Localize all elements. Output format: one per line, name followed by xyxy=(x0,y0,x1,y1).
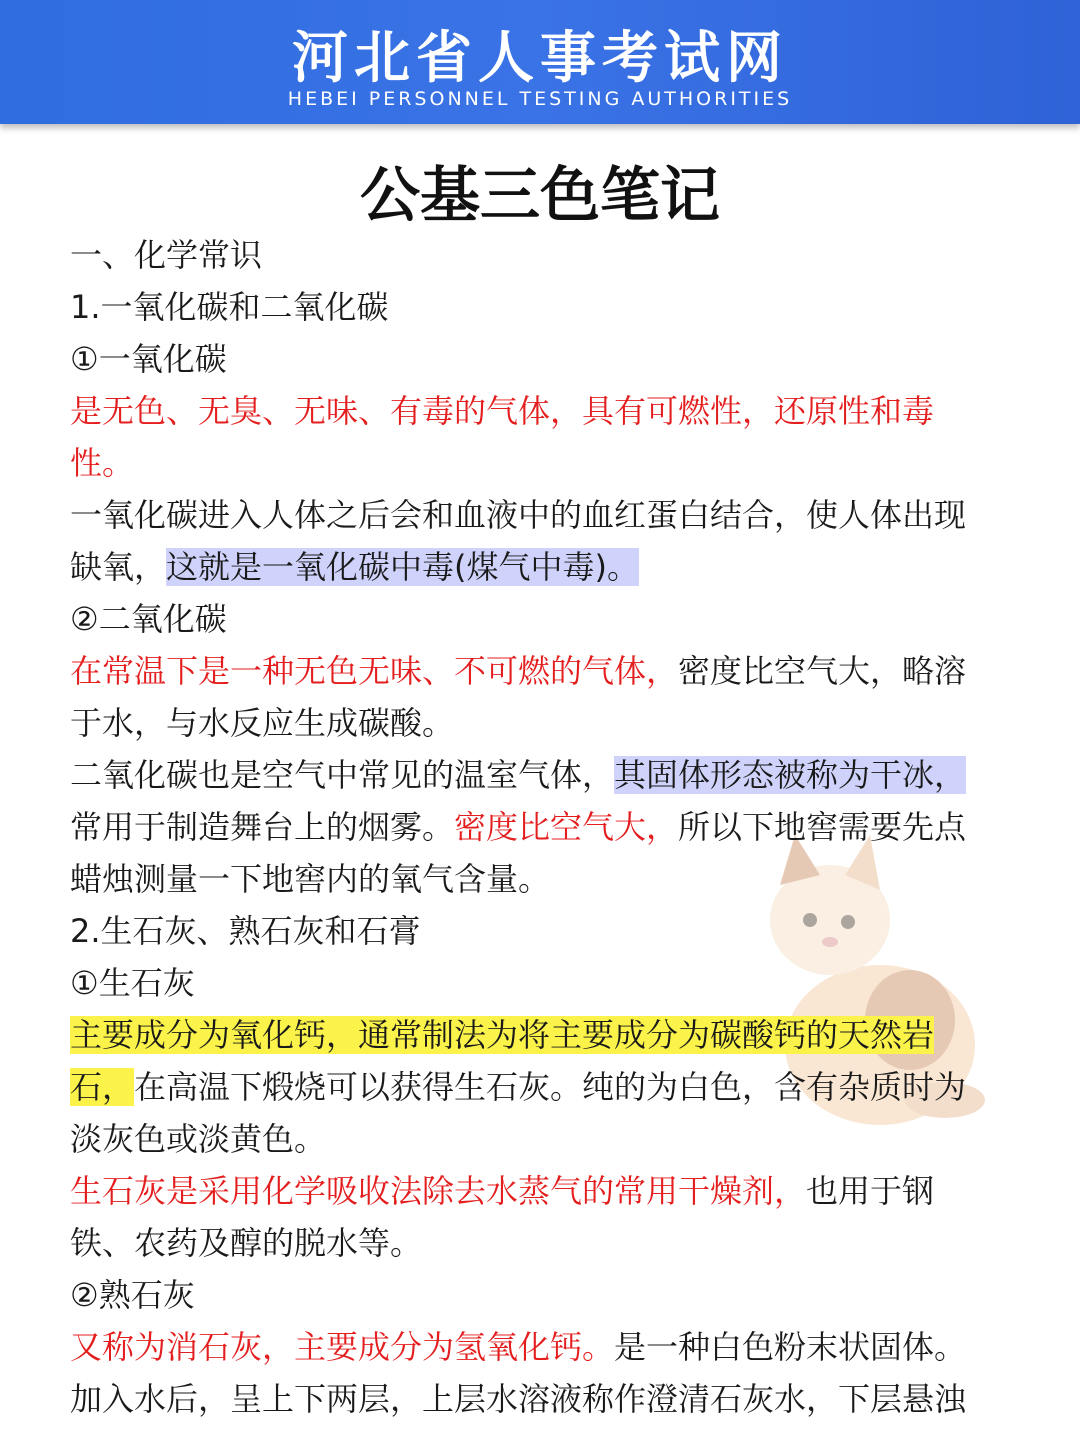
note-line xyxy=(70,1061,1050,1113)
page-title: 公基三色笔记 xyxy=(360,161,720,231)
note-line xyxy=(70,437,1050,489)
text-segment: ②二氧化碳 xyxy=(70,600,227,638)
text-segment: 在高温下煅烧可以获得生石灰。纯的为白色，含有杂质时为 xyxy=(134,1068,967,1106)
item-heading xyxy=(70,593,1050,645)
red-text-segment: 又称为消石灰，主要成分为氢氧化钙。 xyxy=(70,1328,615,1366)
red-text-segment: 是无色、无臭、无味、有毒的气体，具有可燃性，还原性和毒 xyxy=(70,392,935,430)
note-line xyxy=(70,385,1050,437)
site-banner xyxy=(0,0,1080,124)
text-segment: 于水，与水反应生成碳酸。 xyxy=(70,704,455,742)
note-line xyxy=(70,749,1050,801)
yellow-highlight-segment: 主要成分为氧化钙，通常制法为将主要成分为碳酸钙的天然岩 xyxy=(70,1016,935,1054)
text-segment: 所以下地窖需要先点 xyxy=(678,808,967,846)
note-line xyxy=(70,541,1050,593)
text-segment: 也用于钢 xyxy=(806,1172,935,1210)
subsection-heading xyxy=(70,281,1050,333)
item-heading xyxy=(70,1269,1050,1321)
note-line xyxy=(70,853,1050,905)
yellow-highlight-segment: 石， xyxy=(70,1068,135,1106)
text-segment: 密度比空气大，略溶 xyxy=(678,652,967,690)
note-line xyxy=(70,1321,1050,1373)
note-line xyxy=(70,1009,1050,1061)
banner-title: 河北省人事考试网 xyxy=(292,26,788,91)
red-text-segment: 密度比空气大， xyxy=(454,808,679,846)
red-text-segment: 在常温下是一种无色无味、不可燃的气体， xyxy=(70,652,679,690)
text-segment: 蜡烛测量一下地窖内的氧气含量。 xyxy=(70,860,551,898)
blue-highlight-segment: 这就是一氧化碳中毒(煤气中毒)。 xyxy=(166,548,639,586)
red-text-segment: 生石灰是采用化学吸收法除去水蒸气的常用干燥剂， xyxy=(70,1172,807,1210)
text-segment: 2.生石灰、熟石灰和石膏 xyxy=(70,912,421,950)
text-segment: ①一氧化碳 xyxy=(70,340,227,378)
section-heading xyxy=(70,229,1050,281)
note-line xyxy=(70,1217,1050,1269)
note-line xyxy=(70,489,1050,541)
item-heading xyxy=(70,957,1050,1009)
text-segment: ②熟石灰 xyxy=(70,1276,195,1314)
note-line xyxy=(70,1165,1050,1217)
subsection-heading xyxy=(70,905,1050,957)
banner-subtitle: HEBEI PERSONNEL TESTING AUTHORITIES xyxy=(287,88,793,110)
note-line xyxy=(70,697,1050,749)
text-segment: 1.一氧化碳和二氧化碳 xyxy=(70,288,389,326)
text-segment: 一氧化碳进入人体之后会和血液中的血红蛋白结合，使人体出现 xyxy=(70,496,967,534)
text-segment: 缺氧， xyxy=(70,548,167,586)
text-segment: ①生石灰 xyxy=(70,964,195,1002)
note-line xyxy=(70,645,1050,697)
red-text-segment: 性。 xyxy=(70,444,135,482)
text-segment: 淡灰色或淡黄色。 xyxy=(70,1120,327,1158)
text-segment: 加入水后，呈上下两层，上层水溶液称作澄清石灰水，下层悬浊 xyxy=(70,1380,967,1418)
text-segment: 常用于制造舞台上的烟雾。 xyxy=(70,808,455,846)
item-heading xyxy=(70,333,1050,385)
blue-highlight-segment: 其固体形态被称为干冰， xyxy=(614,756,967,794)
text-segment: 铁、农药及醇的脱水等。 xyxy=(70,1224,423,1262)
text-segment: 二氧化碳也是空气中常见的温室气体， xyxy=(70,756,615,794)
note-line xyxy=(70,1113,1050,1165)
notes-body xyxy=(70,229,1050,1425)
text-segment: 一、化学常识 xyxy=(70,236,263,274)
note-line xyxy=(70,801,1050,853)
note-line xyxy=(70,1373,1050,1425)
text-segment: 是一种白色粉末状固体。 xyxy=(614,1328,967,1366)
